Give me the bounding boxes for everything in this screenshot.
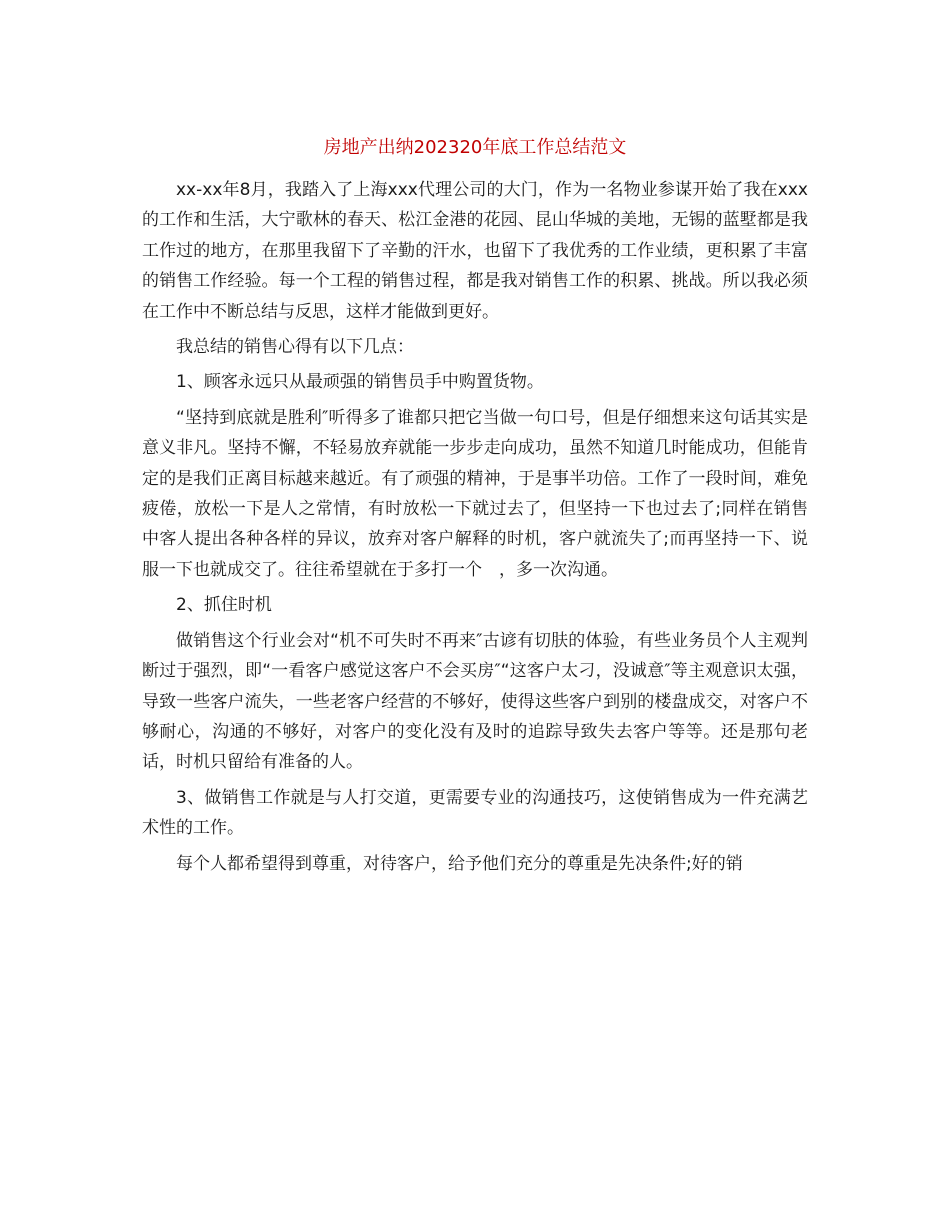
paragraph-intro: xx-xx年8月，我踏入了上海xxx代理公司的大门，作为一名物业参谋开始了我在xxx的工作和生活，大宁歌林的春天、松江金港的花园、昆山华城的美地，无锡的蓝墅都是我工作过的地方，在那里我留下了辛勤的汗水，也留下了我优秀的工作业绩，更积累了丰富的销售工作经验。每一个工程的销售过程，都是我对销售工作的积累、挑战。所以我必须在工作中不断总结与反思，这样才能做到更好。 [142, 180, 808, 322]
paragraph-point-3-body: 每个人都希望得到尊重，对待客户，给予他们充分的尊重是先决条件;好的销 [176, 853, 743, 874]
paragraph-point-3-heading: 3、做销售工作就是与人打交道，更需要专业的沟通技巧，这使销售成为一件充满艺术性的工作。 [142, 787, 808, 839]
paragraph-point-1-body: “坚持到底就是胜利″听得多了谁都只把它当做一句口号，但是仔细想来这句话其实是意义非凡。坚持不懈，不轻易放弃就能一步步走向成功，虽然不知道几时能成功，但能肯定的是我们正离目标越来越近。有了顽强的精神，于是事半功倍。工作了一段时间，难免疲倦，放松一下是人之常情，有时放松一下就过去了，但坚持一下也过去了;同样在销售中客人提出各种各样的异议，放弃对客户解释的时机，客户就流失了;而再坚持一下、说服一下也就成交了。往往希望就在于多打一个 ，多一次沟通。 [142, 407, 808, 580]
paragraph-point-2-body: 做销售这个行业会对“机不可失时不再来″古谚有切肤的体验，有些业务员个人主观判断过于强烈，即“一看客户感觉这客户不会买房″“这客户太刁，没诚意″等主观意识太强，导致一些客户流失，一些老客户经营的不够好，使得这些客户到别的楼盘成交，对客户不够耐心，沟通的不够好，对客户的变化没有及时的追踪导致失去客户等等。还是那句老话，时机只留给有准备的人。 [142, 630, 808, 773]
document-body [142, 175, 808, 884]
paragraph-point-1-heading: 1、顾客永远只从最顽强的销售员手中购置货物。 [176, 372, 544, 393]
paragraph-summary-lead: 我总结的销售心得有以下几点： [176, 337, 414, 358]
paragraph-point-2-heading: 2、抓住时机 [176, 595, 272, 616]
document-title: 房地产出纳202320年底工作总结范文 [323, 137, 627, 158]
